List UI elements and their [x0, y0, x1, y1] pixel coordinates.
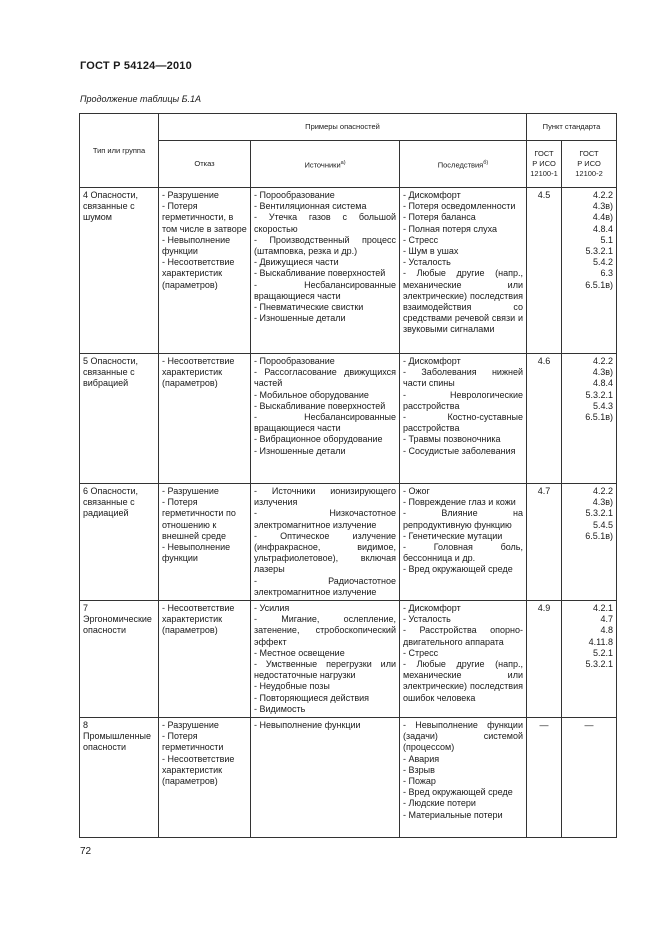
hazard-failure-item: - Несоответствие характеристик (параметров): [162, 603, 235, 636]
clause-12100-1-cell: 4.5: [527, 188, 562, 354]
hazard-consequences-item: - Любые другие (напр., механические или электрические) последствия взаимодействия со средствами речевой связи и звуковыми сигналами: [403, 268, 523, 335]
hazard-consequences-item: - Костно-суставные расстройства: [403, 412, 523, 434]
hazard-sources-item: - Усилия: [254, 603, 290, 614]
header-std-12100-2: ГОСТ Р ИСО 12100-2: [562, 141, 617, 188]
hazard-consequences-item: - Потеря осведомленности: [403, 201, 516, 212]
hazard-consequences-cell: [400, 601, 527, 718]
hazard-sources-cell: [251, 188, 400, 354]
hazard-consequences-item: - Дискомфорт: [403, 603, 461, 614]
hazard-failure-item: - Потеря герметичности, в том числе в затворе: [162, 201, 247, 234]
hazard-consequences-item: - Заболевания нижней части спины: [403, 367, 523, 389]
hazard-sources-item: - Вибрационное оборудование: [254, 434, 383, 445]
table-body: [80, 188, 617, 838]
hazard-consequences-cell: [400, 354, 527, 484]
table-row: [80, 601, 617, 718]
hazard-failure-item: - Потеря герметичности: [162, 731, 224, 753]
header-examples: Примеры опасностей: [159, 114, 527, 141]
hazard-consequences-item: - Влияние на репродуктивную функцию: [403, 508, 523, 530]
hazard-consequences-item: - Усталость: [403, 614, 451, 625]
hazard-sources-item: - Мигание, ослепление, затенение, стробоскопический эффект: [254, 614, 396, 647]
clause-12100-1-cell: 4.9: [527, 601, 562, 718]
hazard-sources-item: - Выскабливание поверхностей: [254, 268, 386, 279]
hazard-sources-item: - Изношенные детали: [254, 313, 346, 324]
hazard-consequences-item: - Неврологические расстройства: [403, 389, 523, 411]
hazard-type-cell: 5 Опасности, связанные с вибрацией: [80, 354, 159, 484]
clause-12100-1-cell: —: [527, 718, 562, 838]
hazard-failure-item: - Несоответствие характеристик (параметров): [162, 257, 235, 290]
page-number: 72: [80, 846, 92, 857]
clause-12100-2-cell: 4.2.2 4.3в) 5.3.2.1 5.4.5 6.5.1в): [562, 484, 617, 601]
clause-12100-2-cell: 4.2.1 4.7 4.8 4.11.8 5.2.1 5.3.2.1: [562, 601, 617, 718]
hazard-sources-item: - Умственные перегрузки или недостаточные нагрузки: [254, 659, 396, 681]
hazard-consequences-item: - Невыполнение функции (задачи) системой (процессом): [403, 720, 523, 753]
hazard-consequences-item: - Генетические мутации: [403, 530, 503, 541]
table-row: [80, 484, 617, 601]
hazard-consequences-item: - Пожар: [403, 776, 436, 787]
clause-12100-2-cell: 4.2.2 4.3в) 4.8.4 5.3.2.1 5.4.3 6.5.1в): [562, 354, 617, 484]
hazard-sources-item: - Невыполнение функции: [254, 720, 361, 731]
hazard-consequences-item: - Вред окружающей среде: [403, 564, 513, 575]
table-row: [80, 718, 617, 838]
hazard-sources-item: - Несбалансированные вращающиеся части: [254, 279, 396, 301]
hazard-consequences-cell: [400, 718, 527, 838]
hazard-consequences-item: - Потеря баланса: [403, 212, 476, 223]
hazard-sources-item: - Порообразование: [254, 190, 335, 200]
hazard-failure-item: - Разрушение: [162, 190, 219, 200]
table-row: [80, 354, 617, 484]
hazard-consequences-item: - Стресс: [403, 647, 439, 658]
hazard-sources-item: - Изношенные детали: [254, 445, 346, 456]
header-failure: Отказ: [159, 141, 251, 188]
header-std-12100-1: ГОСТ Р ИСО 12100-1: [527, 141, 562, 188]
hazard-consequences-cell: [400, 188, 527, 354]
hazard-failure-cell: [159, 484, 251, 601]
hazard-consequences-item: - Ожог: [403, 486, 430, 496]
hazard-sources-item: - Производственный процесс (штамповка, резка и др.): [254, 234, 396, 257]
hazard-sources-item: - Низкочастотное электромагнитное излучение: [254, 508, 396, 530]
hazard-type-cell: 8 Промышленные опасности: [80, 718, 159, 838]
table-caption: Продолжение таблицы Б.1А: [80, 94, 202, 104]
hazard-failure-cell: [159, 188, 251, 354]
hazard-failure-cell: [159, 601, 251, 718]
hazard-failure-item: - Потеря герметичности по отношению к внешней среде: [162, 497, 236, 541]
document-header: ГОСТ Р 54124—2010: [80, 60, 192, 72]
hazard-consequences-item: - Взрыв: [403, 764, 435, 775]
hazard-failure-item: - Несоответствие характеристик (параметров): [162, 753, 235, 787]
hazard-sources-item: - Несбалансированные вращающиеся части: [254, 412, 396, 434]
hazard-type-cell: 7 Эргономические опасности: [80, 601, 159, 718]
table-row: [80, 188, 617, 354]
hazard-sources-item: - Вентиляционная система: [254, 201, 367, 212]
hazard-consequences-cell: [400, 484, 527, 601]
hazard-failure-item: - Несоответствие характеристик (параметров): [162, 356, 235, 389]
hazard-consequences-item: - Людские потери: [403, 798, 476, 809]
hazard-consequences-item: - Сосудистые заболевания: [403, 445, 516, 456]
hazard-consequences-item: - Усталость: [403, 257, 451, 268]
hazard-sources-item: - Неудобные позы: [254, 681, 330, 692]
hazard-consequences-item: - Повреждение глаз и кожи: [403, 497, 516, 508]
hazard-consequences-item: - Шум в ушах: [403, 246, 459, 257]
hazard-sources-cell: [251, 601, 400, 718]
hazard-sources-item: - Мобильное оборудование: [254, 389, 369, 400]
hazard-sources-item: - Видимость: [254, 703, 306, 714]
hazard-consequences-item: - Вред окружающей среде: [403, 787, 513, 798]
hazards-table: [79, 113, 617, 838]
hazard-failure-item: - Невыполнение функции: [162, 542, 231, 564]
header-consequences: Последствия$^{б)}$: [400, 141, 527, 188]
hazard-failure-item: - Разрушение: [162, 486, 219, 496]
hazard-sources-item: - Повторяющиеся действия: [254, 692, 370, 703]
hazard-type-cell: 4 Опасности, связанные с шумом: [80, 188, 159, 354]
hazard-consequences-item: - Материальные потери: [403, 809, 503, 820]
hazard-consequences-item: - Дискомфорт: [403, 190, 461, 200]
hazard-consequences-item: - Стресс: [403, 234, 439, 245]
hazard-sources-item: - Рассогласование движущихся частей: [254, 367, 396, 389]
hazard-failure-item: - Невыполнение функции: [162, 234, 231, 257]
clause-12100-2-cell: —: [562, 718, 617, 838]
hazard-consequences-item: - Полная потеря слуха: [403, 223, 498, 234]
header-sources: Источники$^{а)}$: [251, 141, 400, 188]
hazard-sources-cell: [251, 718, 400, 838]
hazard-consequences-item: - Расстройства опорно-двигательного аппарата: [403, 625, 523, 647]
hazard-sources-item: - Радиочастотное электромагнитное излучение: [254, 575, 396, 597]
hazard-sources-item: - Утечка газов с большой скоростью: [254, 212, 396, 234]
hazard-consequences-item: - Травмы позвоночника: [403, 434, 501, 445]
hazard-sources-item: - Порообразование: [254, 356, 335, 366]
hazard-failure-cell: [159, 354, 251, 484]
header-clause: Пункт стандарта: [527, 114, 617, 141]
hazard-failure-cell: [159, 718, 251, 838]
header-type: Тип или группа: [80, 114, 159, 188]
hazard-consequences-item: - Авария: [403, 753, 440, 764]
footnote-b: б): [483, 159, 489, 166]
hazard-consequences-item: - Дискомфорт: [403, 356, 461, 366]
hazard-failure-item: - Разрушение: [162, 720, 219, 731]
hazard-sources-cell: [251, 354, 400, 484]
hazard-sources-item: - Оптическое излучение (инфракрасное, видимое, ультрафиолетовое), включая лазеры: [254, 530, 396, 575]
clause-12100-1-cell: 4.7: [527, 484, 562, 601]
footnote-a: а): [340, 159, 346, 166]
hazard-sources-item: - Выскабливание поверхностей: [254, 400, 386, 411]
hazard-sources-item: - Местное освещение: [254, 647, 345, 658]
clause-12100-1-cell: 4.6: [527, 354, 562, 484]
hazard-sources-cell: [251, 484, 400, 601]
hazard-sources-item: - Источники ионизирующего излучения: [254, 486, 396, 508]
hazard-type-cell: 6 Опасности, связанные с радиацией: [80, 484, 159, 601]
hazard-consequences-item: - Головная боль, бессонница и др.: [403, 542, 523, 564]
hazard-sources-item: - Пневматические свистки: [254, 302, 364, 313]
hazard-sources-item: - Движущиеся части: [254, 257, 339, 268]
hazard-consequences-item: - Любые другие (напр., механические или электрические) последствия ошибок человека: [403, 659, 523, 703]
clause-12100-2-cell: 4.2.2 4.3в) 4.4в) 4.8.4 5.1 5.3.2.1 5.4.2 6.3 6.5.1в): [562, 188, 617, 354]
